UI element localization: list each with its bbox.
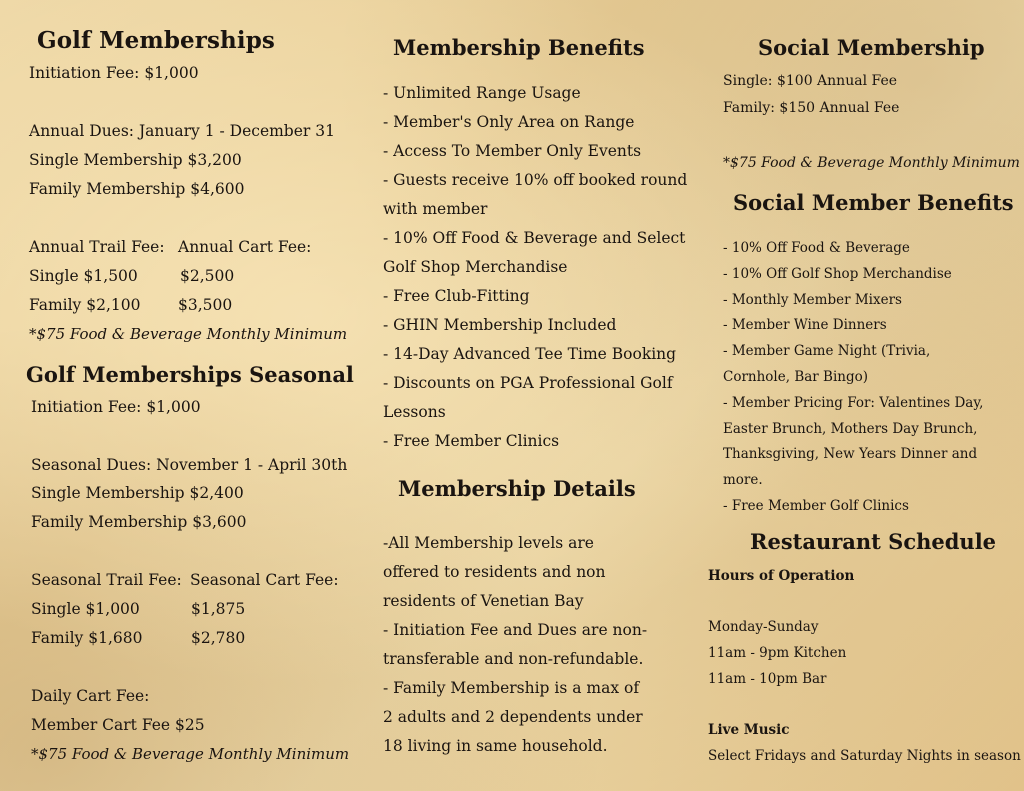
social-food-minimum-note: *$75 Food & Beverage Monthly Minimum [723,155,1020,171]
golf-memberships-title: Golf Memberships [37,27,275,54]
list-item: - 10% Off Food & Beverage and Select [383,229,686,247]
seasonal-cart-fee-header: Seasonal Cart Fee: [190,571,339,589]
restaurant-schedule-title: Restaurant Schedule [750,529,997,554]
list-item: - Free Club-Fitting [383,287,530,305]
social-single-fee: Single: $100 Annual Fee [723,73,898,89]
restaurant-bar-hours: 11am - 10pm Bar [708,671,827,687]
list-item: 18 living in same household. [383,737,608,755]
list-item: - Member Game Night (Trivia, [723,343,931,360]
list-item: - 14-Day Advanced Tee Time Booking [383,345,677,363]
list-item: Lessons [383,403,446,421]
membership-benefits-list [383,79,687,456]
seasonal-family-cart-fee: $2,780 [191,629,246,647]
list-item: - Discounts on PGA Professional Golf [383,374,673,392]
social-member-benefits-list [723,236,983,520]
list-item: - GHIN Membership Included [383,316,617,334]
golf-family-trail-fee: Family $2,100 [29,296,141,314]
seasonal-memberships-title: Golf Memberships Seasonal [26,362,354,387]
list-item: - 10% Off Food & Beverage [723,240,910,256]
seasonal-initiation-fee: Initiation Fee: $1,000 [31,398,201,416]
list-item: - Guests receive 10% off booked round [383,171,688,189]
seasonal-single-membership: Single Membership $2,400 [31,484,244,502]
list-item: - Monthly Member Mixers [723,291,902,308]
list-item: more. [723,472,763,489]
list-item: - 10% Off Golf Shop Merchandise [723,265,952,282]
seasonal-food-minimum-note: *$75 Food & Beverage Monthly Minimum [31,745,350,763]
list-item: - Family Membership is a max of [383,679,640,697]
live-music-schedule: Select Fridays and Saturday Nights in season [708,748,1021,764]
golf-family-membership: Family Membership $4,600 [29,180,245,198]
seasonal-dues: Seasonal Dues: November 1 - April 30th [31,456,348,474]
golf-annual-dues: Annual Dues: January 1 - December 31 [29,122,335,140]
hours-of-operation-label: Hours of Operation [708,568,855,584]
golf-cart-fee-header: Annual Cart Fee: [178,238,312,256]
golf-initiation-fee: Initiation Fee: $1,000 [29,64,199,82]
list-item: Golf Shop Merchandise [383,258,568,276]
membership-benefits-title: Membership Benefits [393,35,645,60]
list-item: - Member's Only Area on Range [383,113,635,131]
list-item: - Free Member Clinics [383,432,560,450]
list-item: offered to residents and non [383,563,606,581]
list-item: Cornhole, Bar Bingo) [723,368,868,385]
seasonal-member-cart-fee: Member Cart Fee $25 [31,716,205,734]
list-item: - Initiation Fee and Dues are non- [383,621,648,639]
list-item: - Member Pricing For: Valentines Day, [723,394,984,411]
social-member-benefits-title: Social Member Benefits [733,190,1014,215]
list-item: Thanksgiving, New Years Dinner and [723,446,978,463]
seasonal-family-membership: Family Membership $3,600 [31,513,247,531]
golf-single-cart-fee: $2,500 [180,267,235,285]
golf-family-cart-fee: $3,500 [178,296,233,314]
list-item: 2 adults and 2 dependents under [383,708,643,726]
list-item: with member [383,200,488,218]
list-item: residents of Venetian Bay [383,592,584,610]
golf-food-minimum-note: *$75 Food & Beverage Monthly Minimum [29,325,348,343]
list-item: - Free Member Golf Clinics [723,497,909,514]
golf-single-membership: Single Membership $3,200 [29,151,242,169]
live-music-label: Live Music [708,722,790,738]
restaurant-days: Monday-Sunday [708,619,819,635]
list-item: -All Membership levels are [383,534,594,552]
list-item: Easter Brunch, Mothers Day Brunch, [723,420,978,437]
list-item: - Access To Member Only Events [383,142,642,160]
list-item: - Member Wine Dinners [723,317,887,334]
seasonal-daily-cart-fee: Daily Cart Fee: [31,687,150,705]
restaurant-kitchen-hours: 11am - 9pm Kitchen [708,645,847,661]
seasonal-trail-fee-header: Seasonal Trail Fee: [31,571,182,589]
social-membership-title: Social Membership [758,35,985,60]
membership-details-list [383,529,647,761]
seasonal-single-cart-fee: $1,875 [191,600,246,618]
seasonal-family-trail-fee: Family $1,680 [31,629,143,647]
social-family-fee: Family: $150 Annual Fee [723,100,900,116]
golf-single-trail-fee: Single $1,500 [29,267,138,285]
list-item: - Unlimited Range Usage [383,84,581,102]
seasonal-single-trail-fee: Single $1,000 [31,600,140,618]
golf-trail-fee-header: Annual Trail Fee: [29,238,165,256]
membership-details-title: Membership Details [398,476,636,501]
list-item: transferable and non-refundable. [383,650,644,668]
